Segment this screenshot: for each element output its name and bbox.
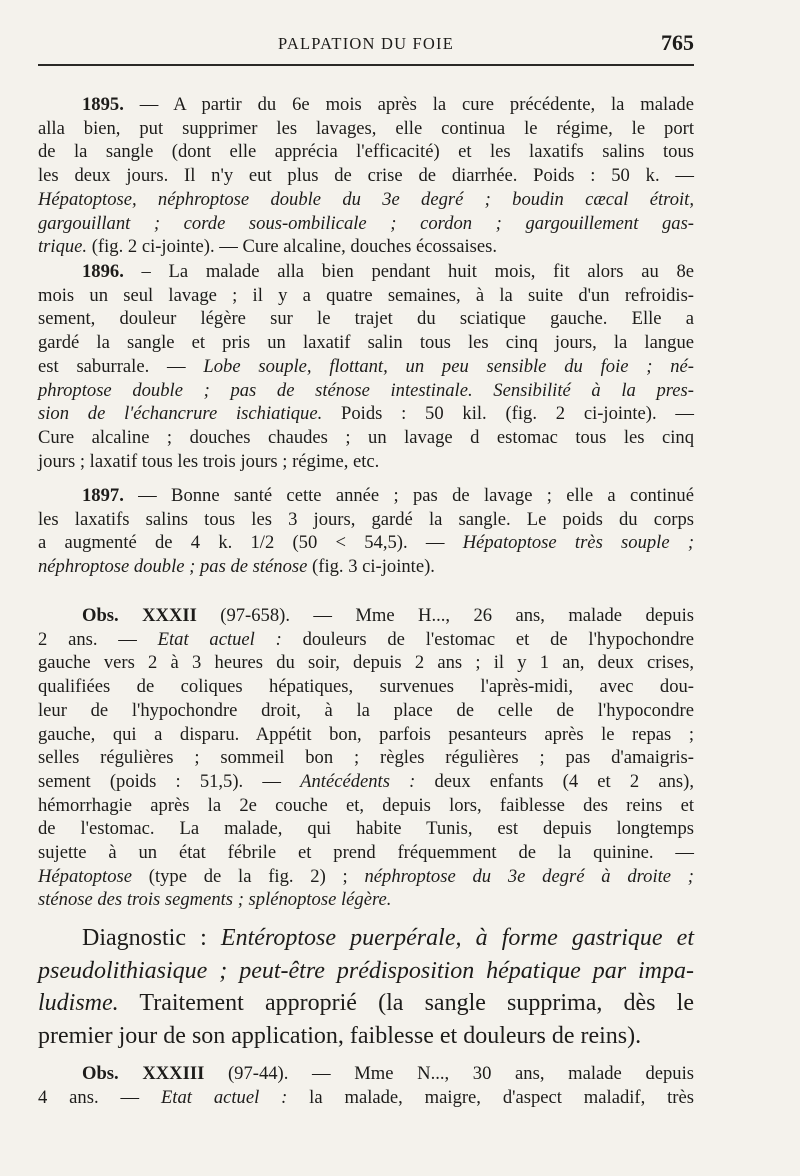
page-header <box>38 30 694 66</box>
text-line: 2 ans. — Etat actuel : douleurs de l'estomac et de l'hypochondre <box>38 628 694 650</box>
text-line: qualifiées de coliques hépatiques, survenues l'après-midi, avec dou- <box>38 676 694 698</box>
text-line: phroptose double ; pas de sténose intestinale. Sensibilité à la pres- <box>38 379 694 401</box>
paragraph-1897 <box>38 484 694 579</box>
text-line: sténose des trois segments ; splénoptose légère. <box>38 889 392 911</box>
text-line: Hépatoptose (type de la fig. 2) ; néphroptose du 3e degré à droite ; <box>38 865 694 887</box>
text-line: alla bien, put supprimer les lavages, elle continua le régime, le port <box>38 117 694 139</box>
text-line: mois un seul lavage ; il y a quatre semaines, à la suite d'un refroidis- <box>38 284 694 306</box>
text-line: Cure alcaline ; douches chaudes ; un lavage d estomac tous les cinq <box>38 426 694 448</box>
paragraph-1896 <box>38 260 694 473</box>
text-line: sujette à un état fébrile et prend fréquemment de la quinine. — <box>38 842 694 864</box>
text-line: jours ; laxatif tous les trois jours ; régime, etc. <box>38 450 380 472</box>
text-line: de la sangle (dont elle apprécia l'efficacité) et les laxatifs salins tous <box>38 141 694 163</box>
text-line: gauche, qui a disparu. Appétit bon, parfois pesanteurs après le repas ; <box>38 723 694 745</box>
text-line: les deux jours. Il n'y eut plus de crise de diarrhée. Poids : 50 k. — <box>38 165 694 187</box>
text-line: 1897. — Bonne santé cette année ; pas de lavage ; elle a continué <box>82 485 694 506</box>
text-line: a augmenté de 4 k. 1/2 (50 < 54,5). — Hépatoptose très souple ; <box>38 532 695 554</box>
year-label: 1895. <box>82 94 124 115</box>
text-line: ludisme. Traitement approprié (la sangle supprima, dès le <box>38 990 694 1016</box>
text-line: sion de l'échancrure ischiatique. Poids : 50 kil. (fig. 2 ci-jointe). — <box>38 403 694 425</box>
text-line: 4 ans. — Etat actuel : la malade, maigre, d'aspect maladif, très <box>38 1086 694 1108</box>
running-title: PALPATION DU FOIE <box>278 34 454 53</box>
diagnostic-label: Diagnostic : <box>82 925 207 951</box>
observation-label: Obs. XXXII <box>82 605 197 626</box>
text-line: trique. (fig. 2 ci-jointe). — Cure alcaline, douches écossaises. <box>38 236 498 258</box>
observation-32 <box>38 604 694 912</box>
text-line: premier jour de son application, faiblesse et douleurs de reins). <box>38 1022 642 1049</box>
text-line: Diagnostic : Entéroptose puerpérale, à forme gastrique et <box>82 925 695 951</box>
text-line: leur de l'hypochondre droit, à la place de celle de l'hypocondre <box>38 699 694 721</box>
text-line: gardé la sangle et pris un laxatif salin tous les cinq jours, la langue <box>38 332 694 354</box>
text-line: gauche vers 2 à 3 heures du soir, depuis 2 ans ; il y 1 an, deux crises, <box>38 652 694 674</box>
text-line: sement (poids : 51,5). — Antécédents : deux enfants (4 et 2 ans), <box>38 770 694 792</box>
text-line: gargouillant ; corde sous-ombilicale ; cordon ; gargouillement gas- <box>38 212 694 234</box>
page-number: 765 <box>661 30 694 55</box>
text-line: selles régulières ; sommeil bon ; règles régulières ; pas d'amaigris- <box>38 747 694 769</box>
year-label: 1897. <box>82 485 124 506</box>
text-line: Hépatoptose, néphroptose double du 3e degré ; boudin cæcal étroit, <box>38 188 694 210</box>
text-line: de l'estomac. La malade, qui habite Tunis, est depuis longtemps <box>38 818 694 840</box>
text-line: est saburrale. — Lobe souple, flottant, un peu sensible du foie ; né- <box>38 355 694 377</box>
observation-label: Obs. XXXIII <box>82 1063 205 1084</box>
observation-33 <box>38 1062 694 1109</box>
diagnostic-paragraph <box>38 922 694 1052</box>
paragraph-1895 <box>38 93 694 259</box>
text-line: les laxatifs salins tous les 3 jours, gardé la sangle. Le poids du corps <box>38 508 694 530</box>
text-line: Obs. XXXIII (97-44). — Mme N..., 30 ans, malade depuis <box>82 1063 694 1084</box>
text-line: 1896. – La malade alla bien pendant huit mois, fit alors au 8e <box>82 261 694 282</box>
text-line: hémorrhagie après la 2e couche et, depuis lors, faiblesse des reins et <box>38 794 694 816</box>
text-line: sement, douleur légère sur le trajet du sciatique gauche. Elle a <box>38 308 694 330</box>
year-label: 1896. <box>82 261 124 282</box>
text-line: néphroptose double ; pas de sténose (fig. 3 ci-jointe). <box>38 556 435 578</box>
text-line: 1895. — A partir du 6e mois après la cure précédente, la malade <box>82 94 694 115</box>
text-line: pseudolithiasique ; peut-être prédisposition hépatique par impa- <box>38 957 694 984</box>
text-line: Obs. XXXII (97-658). — Mme H..., 26 ans, malade depuis <box>82 605 694 626</box>
